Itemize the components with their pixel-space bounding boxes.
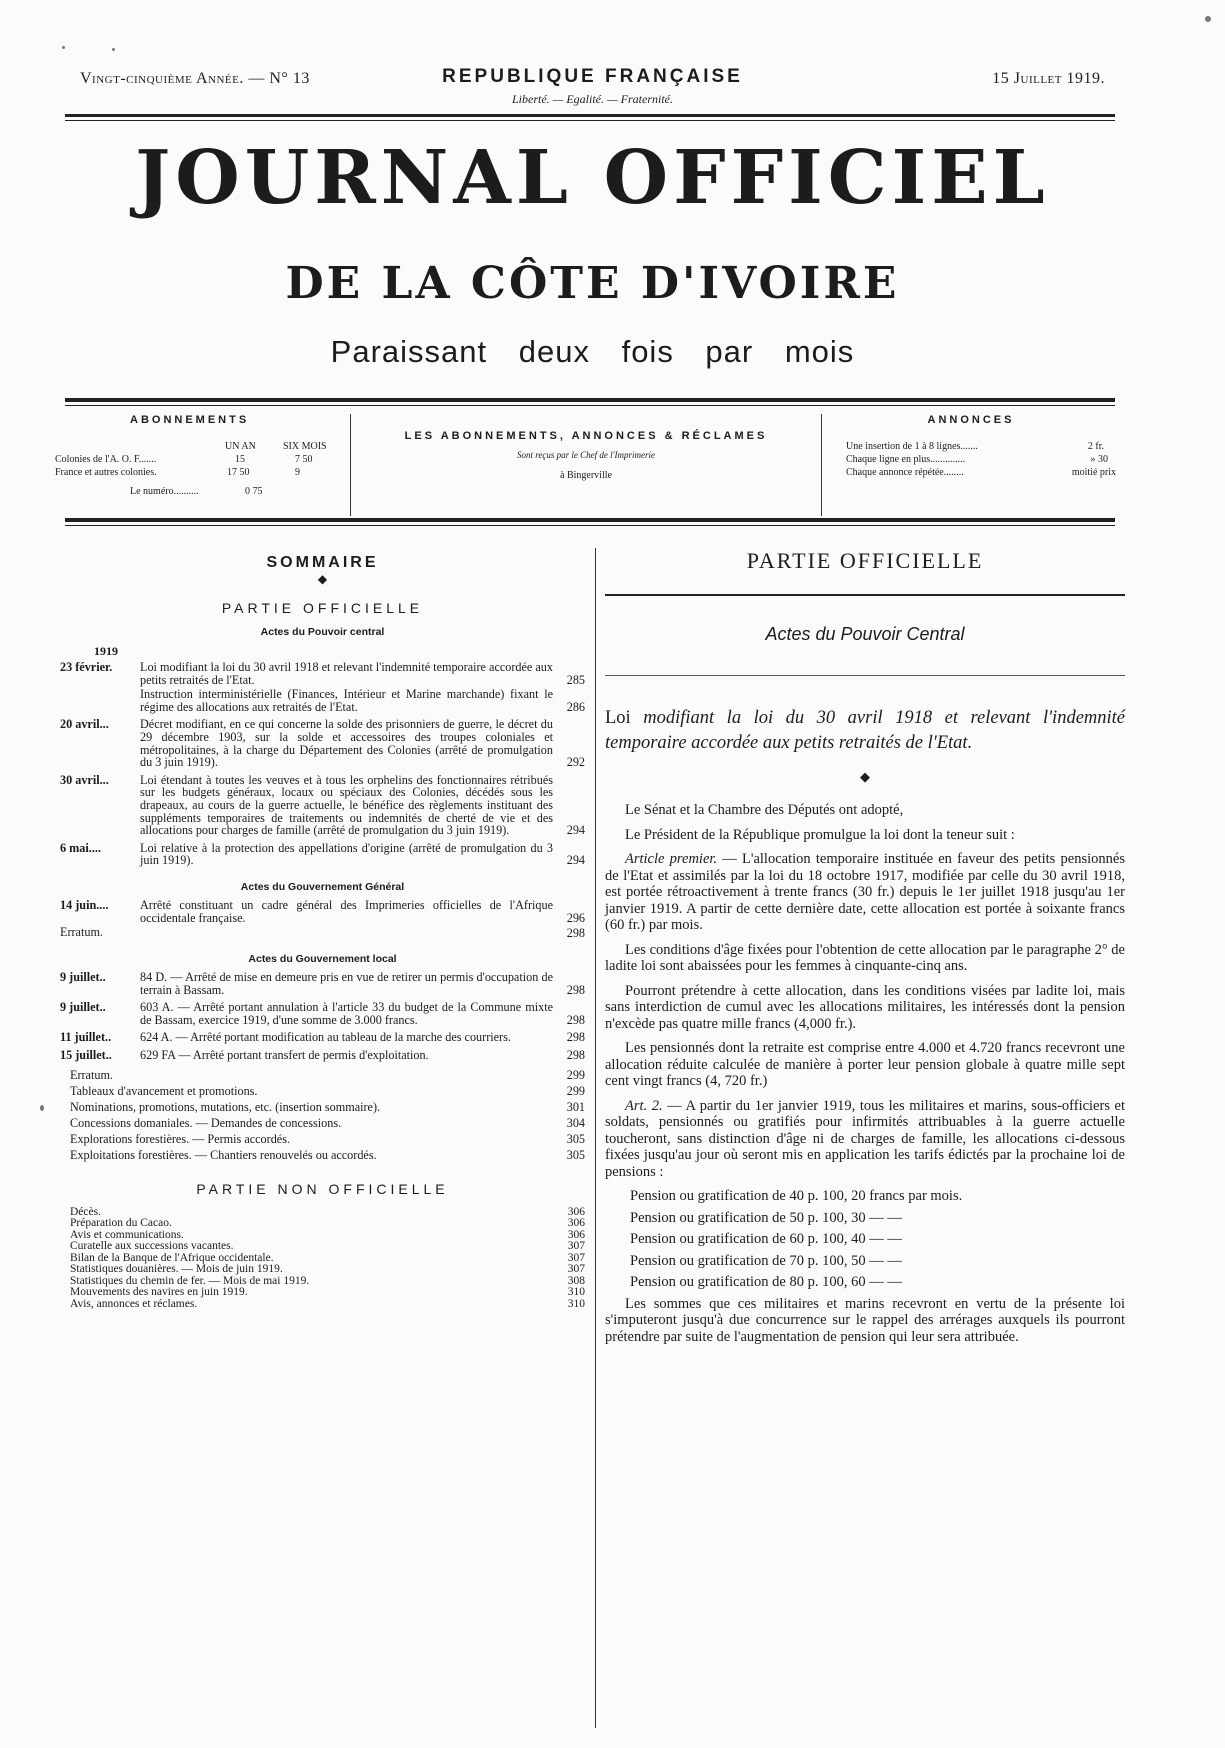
- entry-page: 294: [566, 823, 585, 838]
- misc-entry-page: 304: [566, 1115, 585, 1130]
- sommaire-entry: [60, 774, 585, 837]
- misc-entry: [60, 1131, 585, 1147]
- section-rule: [605, 675, 1125, 676]
- ad-rate-row: [826, 466, 1116, 479]
- nonofficial-entry-text: Préparation du Cacao.: [70, 1217, 172, 1230]
- journal-title: JOURNAL OFFICIEL: [135, 135, 1050, 221]
- pension-rate: Pension ou gratification de 40 p. 100, 20 francs par mois.: [630, 1188, 963, 1204]
- entry-page: 296: [566, 910, 585, 925]
- pouvoir-central-title: Actes du Pouvoir Central: [765, 624, 965, 644]
- ad-rate-row: [826, 453, 1116, 466]
- article-2-text: — A partir du 1er janvier 1919, tous les militaires et marins, sous-officiers et soldats, pensionnés ou gratifiés pour infirmités attribuables à la guerre actuelle toucheront, sans distinction d'âge ni de charges de famille, les allocations ci-dessous fixées jusqu'au jour où seront mis en application les tarifs édictés par la prochaine loi de pensions :: [605, 1097, 1126, 1180]
- sommaire-entry: [60, 899, 585, 924]
- ad-rate-price: moitié prix: [1071, 467, 1116, 478]
- scan-speck: [62, 46, 65, 49]
- sommaire-entry: [60, 1031, 585, 1044]
- misc-entry-page: 299: [566, 1067, 585, 1082]
- article-1-label: Article premier.: [625, 851, 718, 867]
- masthead-rule: [65, 114, 1115, 117]
- entry-text: 629 FA — Arrêté portant transfert de permis d'exploitation.: [140, 1048, 429, 1063]
- nonofficial-entry-page: 307: [567, 1251, 585, 1264]
- sommaire-title: SOMMAIRE: [266, 554, 379, 571]
- sommaire-entry: [60, 971, 585, 996]
- entry-text: Loi modifiant la loi du 30 avril 1918 et relevant l'indemnité temporaire accordée aux petits retraités de l'Etat.: [140, 660, 553, 687]
- ad-rate-label: Une insertion de 1 à 8 lignes.......: [846, 441, 978, 452]
- nonofficial-entry-page: 306: [567, 1205, 585, 1218]
- entry-text: Loi relative à la protection des appellations d'origine (arrêté de promulgation du 3 juin 1919).: [140, 840, 553, 868]
- sommaire-entry: [60, 718, 585, 768]
- subscription-half-price: 7 50: [295, 454, 313, 465]
- loi-paragraph: Les conditions d'âge fixées pour l'obtention de cette allocation par le paragraphe 2° de ladite loi sont abaissées pour les femmes à cinquante-cinq ans.: [605, 941, 1125, 974]
- sommaire-column: [60, 546, 585, 1310]
- masthead-rule: [65, 525, 1115, 526]
- entry-text: Loi étendant à toutes les veuves et à tous les orphelins des fonctionnaires rétribués sur les budgets généraux, locaux ou spéciaux des Colonies, décédés sous les drapeaux, au cours de la guerre actuelle, le bénéfice des règlements instituant des suppléments temporaires de traitements ou indemnités de cherté de vie et des allocations pour charges de famille (arrêté de promulgation du 3 juin 1919).: [140, 772, 553, 838]
- loi-paragraph: Pourront prétendre à cette allocation, dans les conditions visées par ladite loi, mais sans interdiction de cumul avec les allocations militaires, les intéressés dont la pension n'excède pas quatre mille francs (4,000 fr.).: [605, 982, 1125, 1032]
- subscription-label: France et autres colonies.: [55, 467, 157, 478]
- ad-rate-price: 2 fr.: [1087, 441, 1104, 452]
- entry-page: 285: [566, 672, 585, 687]
- nonofficial-entry-text: Mouvements des navires en juin 1919.: [70, 1286, 248, 1299]
- loi-paragraph: Le Sénat et la Chambre des Députés ont adopté,: [625, 802, 904, 818]
- entry-page: 286: [566, 699, 585, 714]
- entry-date: 30 avril...: [60, 772, 109, 787]
- section-heading-pouvoir-central: Actes du Pouvoir central: [260, 626, 385, 638]
- article-2-label: Art. 2.: [625, 1097, 663, 1114]
- entry-page: 298: [566, 1030, 585, 1045]
- masthead-rule: [65, 398, 1115, 402]
- nonofficial-entry-page: 307: [567, 1240, 585, 1253]
- misc-entry-page: 299: [566, 1083, 585, 1098]
- issue-number: Vingt-cinquième Année. — N° 13: [80, 70, 310, 87]
- entry-page: 298: [566, 1048, 585, 1063]
- misc-entry: [60, 1147, 585, 1163]
- misc-entry: [60, 1115, 585, 1131]
- entry-date: 15 juillet..: [60, 1048, 112, 1063]
- subscriptions-box: [55, 414, 345, 516]
- misc-entry: [60, 1099, 585, 1115]
- entry-date: 14 juin....: [60, 897, 109, 912]
- subscriptions-col-year: UN AN: [225, 441, 256, 452]
- nonofficial-entry-page: 307: [567, 1263, 585, 1276]
- sommaire-entry: [60, 842, 585, 867]
- nonofficial-entry-page: 308: [567, 1274, 585, 1287]
- nonofficial-entry-text: Statistiques du chemin de fer. — Mois de mai 1919.: [70, 1274, 310, 1287]
- nonofficial-entry-page: 306: [567, 1217, 585, 1230]
- entry-date: 9 juillet..: [60, 970, 106, 985]
- sommaire-entry: [60, 926, 585, 939]
- loi-body: [605, 802, 1125, 1345]
- pension-rate: Pension ou gratification de 80 p. 100, 60 — —: [630, 1274, 902, 1290]
- contact-place: à Bingerville: [560, 470, 612, 481]
- entry-page: 298: [566, 982, 585, 997]
- subscriptions-col-half: SIX MOIS: [283, 441, 327, 452]
- article-1-text: — L'allocation temporaire instituée en faveur des petits pensionnés de l'Etat et assimilés par la loi du 18 octobre 1917, modifiée par celle du 30 avril 1918, est portée rétroactivement à trente francs (30 fr.) depuis le 1er juillet 1918 jusqu'au 1er janvier 1919. A partir de cette dernière date, cette allocation est portée à soixante francs (60 fr.) par mois.: [605, 851, 1125, 933]
- nonofficial-entry-page: 310: [567, 1286, 585, 1299]
- pension-rate: Pension ou gratification de 60 p. 100, 40 — —: [630, 1231, 902, 1247]
- ads-box: [826, 414, 1116, 516]
- entry-text: 603 A. — Arrêté portant annulation à l'article 33 du budget de la Commune mixte de Bassam, exercice 1919, d'une somme de 3.000 francs.: [140, 1000, 553, 1027]
- entry-text: 624 A. — Arrêté portant modification au tableau de la marche des courriers.: [140, 1030, 511, 1045]
- officiel-column: [605, 546, 1125, 1353]
- sommaire-entry: [60, 688, 585, 713]
- entry-date: 9 juillet..: [60, 1000, 106, 1015]
- sommaire-entry: [60, 661, 585, 686]
- entry-date: 20 avril...: [60, 717, 109, 732]
- loi-paragraph: Le Président de la République promulgue la loi dont la teneur suit :: [625, 826, 1015, 843]
- misc-entry-text: Nominations, promotions, mutations, etc. (insertion sommaire).: [70, 1099, 381, 1114]
- nonofficial-entry-text: Statistiques douanières. — Mois de juin 1919.: [70, 1263, 283, 1276]
- contact-heading: LES ABONNEMENTS, ANNONCES & RÉCLAMES: [404, 430, 768, 442]
- entry-date: 23 février.: [60, 660, 113, 674]
- year-label: 1919: [94, 644, 118, 658]
- issue-date: 15 Juillet 1919.: [992, 70, 1105, 87]
- loi-paragraph: Les pensionnés dont la retraite est comprise entre 4.000 et 4.720 francs recevront une allocation réduite calculée de manière à porter leur pension globale à quatre mille sept cent vingt francs (4, 720 fr.): [605, 1040, 1125, 1089]
- ad-rate-price: » 30: [1090, 454, 1108, 465]
- subscription-row: [55, 466, 345, 479]
- pension-rate: Pension ou gratification de 50 p. 100, 30 — —: [630, 1209, 902, 1226]
- misc-entry-text: Concessions domaniales. — Demandes de concessions.: [70, 1115, 342, 1130]
- loi-prefix: Loi: [605, 708, 631, 728]
- pension-rate: Pension ou gratification de 70 p. 100, 50 — —: [630, 1252, 902, 1269]
- scan-speck: [112, 48, 115, 51]
- republic-label: REPUBLIQUE FRANÇAISE: [442, 66, 743, 87]
- contact-line: Sont reçus par le Chef de l'Imprimerie: [516, 450, 656, 460]
- nonofficial-entry-page: 306: [567, 1228, 585, 1241]
- misc-entry-text: Tableaux d'avancement et promotions.: [70, 1083, 258, 1098]
- sommaire-entry: [60, 1049, 585, 1062]
- misc-entry-text: Exploitations forestières. — Chantiers renouvelés ou accordés.: [70, 1147, 377, 1162]
- issue-price-label: Le numéro..........: [130, 486, 199, 497]
- ads-heading: ANNONCES: [927, 414, 1015, 426]
- nonofficial-entry-text: Avis, annonces et réclames.: [70, 1297, 198, 1310]
- entry-date: Erratum.: [60, 925, 103, 940]
- nonofficial-entry-text: Bilan de la Banque de l'Afrique occidentale.: [70, 1251, 274, 1264]
- periodicity: Paraissant deux fois par mois: [330, 334, 855, 369]
- nonofficial-entry-text: Curatelle aux successions vacantes.: [70, 1240, 234, 1253]
- entry-page: 292: [566, 755, 585, 770]
- entry-page: 294: [566, 853, 585, 868]
- partie-officielle-heading: PARTIE OFFICIELLE: [221, 600, 424, 616]
- subscriptions-heading: ABONNEMENTS: [130, 414, 250, 426]
- loi-title-text: modifiant la loi du 30 avril 1918 et relevant l'indemnité temporaire accordée aux petits retraités de l'Etat.: [605, 708, 1126, 753]
- section-heading-gouvernement-general: Actes du Gouvernement Général: [240, 880, 405, 893]
- subscription-year-price: 17 50: [227, 467, 250, 478]
- misc-entry: [60, 1083, 585, 1099]
- sommaire-entry: [60, 1001, 585, 1026]
- republic-motto: Liberté. — Egalité. — Fraternité.: [512, 92, 673, 106]
- masthead-rule: [65, 120, 1115, 121]
- misc-entry-text: Erratum.: [70, 1067, 113, 1082]
- misc-entry-text: Explorations forestières. — Permis accordés.: [70, 1131, 290, 1146]
- partie-officielle-title: PARTIE OFFICIELLE: [746, 548, 984, 573]
- scan-speck: [40, 1105, 44, 1111]
- ad-rate-label: Chaque annonce répétée........: [846, 467, 964, 478]
- misc-entry-page: 305: [566, 1147, 585, 1162]
- issue-price-row: [55, 485, 345, 498]
- entry-text: Décret modifiant, en ce qui concerne la solde des prisonniers de guerre, le décret du 29 décembre 1903, sur la solde et accessoires des troupes coloniales et métropolitaines, à la charge du Département des Colonies (arrêté de promulgation du 3 juin 1919).: [140, 717, 553, 770]
- entry-date: 11 juillet..: [60, 1030, 112, 1045]
- nonofficial-entry: [60, 1299, 585, 1311]
- ornament-icon: ◆: [860, 769, 870, 784]
- section-rule: [605, 594, 1125, 596]
- nonofficial-entry-text: Avis et communications.: [70, 1228, 184, 1241]
- subscription-half-price: 9: [295, 467, 300, 478]
- subscription-year-price: 15: [235, 454, 245, 465]
- subscription-label: Colonies de l'A. O. F.......: [55, 454, 157, 465]
- entry-page: 298: [566, 925, 585, 940]
- entry-page: 298: [566, 1012, 585, 1027]
- entry-text: 84 D. — Arrêté de mise en demeure pris en vue de retirer un permis d'occupation de terrain à Bassam.: [140, 970, 553, 997]
- issue-price-value: 0 75: [245, 486, 263, 497]
- entry-text: Instruction interministérielle (Finances, Intérieur et Marine marchande) fixant le régime des allocations aux retraités de l'Etat.: [140, 687, 553, 714]
- ad-rate-label: Chaque ligne en plus..............: [846, 454, 966, 465]
- article-1: [605, 851, 1125, 934]
- loi-paragraph: Les sommes que ces militaires et marins recevront en vertu de la présente loi s'imputeront jusqu'à due concurrence sur le rappel des arrérages auxquels ils pourront prétendre par suite de l'augmentation de pension qui leur sera attribuée.: [605, 1295, 1125, 1345]
- journal-subtitle: DE LA CÔTE D'IVOIRE: [285, 258, 900, 309]
- section-heading-gouvernement-local: Actes du Gouvernement local: [248, 953, 397, 966]
- nonofficial-entry-page: 310: [567, 1297, 585, 1310]
- entry-text: Arrêté constituant un cadre général des Imprimeries officielles de l'Afrique occidentale française.: [140, 897, 553, 925]
- subscription-row: [55, 453, 345, 466]
- ornament-icon: ◆: [317, 572, 328, 586]
- masthead-rule: [65, 405, 1115, 406]
- article-2: [605, 1098, 1125, 1181]
- misc-entry-page: 301: [566, 1099, 585, 1114]
- column-separator: [595, 548, 596, 1728]
- partie-non-officielle-heading: PARTIE NON OFFICIELLE: [196, 1180, 449, 1197]
- entry-date: 6 mai....: [60, 840, 101, 855]
- masthead-rule: [65, 518, 1115, 522]
- nonofficial-entry-text: Décès.: [70, 1205, 101, 1218]
- ad-rate-row: [826, 440, 1116, 453]
- loi-title: [605, 706, 1125, 756]
- scan-speck: [1205, 16, 1211, 22]
- misc-entry-page: 305: [566, 1131, 585, 1146]
- masthead-topline: [80, 66, 1105, 110]
- misc-entry: [60, 1067, 585, 1083]
- subscriptions-contact-box: [350, 414, 822, 516]
